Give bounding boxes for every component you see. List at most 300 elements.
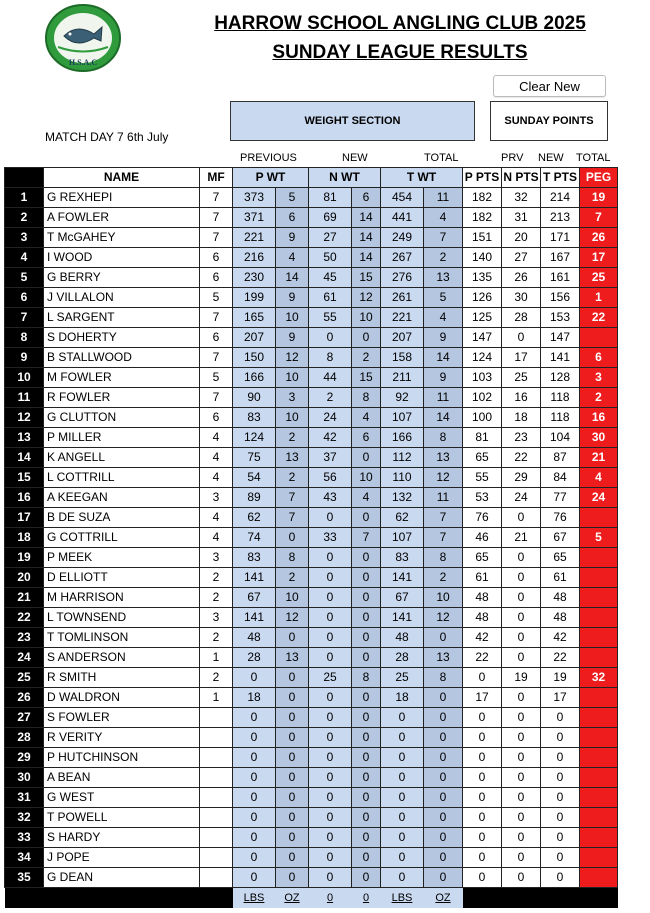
new-oz-cell: 6 xyxy=(352,428,381,448)
total-oz-cell: 13 xyxy=(424,268,463,288)
total-lbs-cell: 25 xyxy=(381,668,424,688)
new-oz-cell: 14 xyxy=(352,248,381,268)
table-row xyxy=(5,568,618,588)
position-cell: 10 xyxy=(5,368,44,388)
name-cell: R FOWLER xyxy=(44,388,200,408)
total-pts-cell: 42 xyxy=(541,628,580,648)
new-oz-cell: 0 xyxy=(352,548,381,568)
position-cell: 14 xyxy=(5,448,44,468)
new-lbs-cell: 0 xyxy=(309,768,352,788)
sunday-points-box xyxy=(490,101,608,141)
total-lbs-cell: 112 xyxy=(381,448,424,468)
name-cell: L SARGENT xyxy=(44,308,200,328)
new-lbs-cell: 0 xyxy=(309,748,352,768)
total-oz-cell: 13 xyxy=(424,648,463,668)
name-cell: G DEAN xyxy=(44,868,200,888)
name-cell: A KEEGAN xyxy=(44,488,200,508)
prev-oz-cell: 10 xyxy=(276,588,309,608)
footer-unit: OZ xyxy=(424,888,463,909)
table-row xyxy=(5,308,618,328)
new-oz-cell: 6 xyxy=(352,188,381,208)
new-pts-cell: 24 xyxy=(502,488,541,508)
new-pts-cell: 18 xyxy=(502,408,541,428)
name-cell: D ELLIOTT xyxy=(44,568,200,588)
name-cell: S HARDY xyxy=(44,828,200,848)
new-oz-cell: 0 xyxy=(352,748,381,768)
new-oz-cell: 15 xyxy=(352,268,381,288)
prev-lbs-cell: 74 xyxy=(233,528,276,548)
peg-cell: 1 xyxy=(580,288,618,308)
new-lbs-cell: 0 xyxy=(309,568,352,588)
prev-pts-cell: 0 xyxy=(463,668,502,688)
prev-pts-cell: 100 xyxy=(463,408,502,428)
mf-cell: 2 xyxy=(200,588,233,608)
total-pts-cell: 76 xyxy=(541,508,580,528)
prev-lbs-cell: 62 xyxy=(233,508,276,528)
total-pts-cell: 87 xyxy=(541,448,580,468)
total-oz-cell: 0 xyxy=(424,728,463,748)
peg-cell xyxy=(580,788,618,808)
group-label-new-pts: NEW xyxy=(538,152,564,164)
total-lbs-cell: 207 xyxy=(381,328,424,348)
total-lbs-cell: 0 xyxy=(381,768,424,788)
total-lbs-cell: 18 xyxy=(381,688,424,708)
total-lbs-cell: 0 xyxy=(381,748,424,768)
peg-cell xyxy=(580,508,618,528)
prev-oz-cell: 10 xyxy=(276,308,309,328)
prev-lbs-cell: 230 xyxy=(233,268,276,288)
name-cell: S FOWLER xyxy=(44,708,200,728)
prev-pts-cell: 103 xyxy=(463,368,502,388)
peg-cell xyxy=(580,748,618,768)
group-label-total: TOTAL xyxy=(424,152,459,164)
name-cell: G REXHEPI xyxy=(44,188,200,208)
footer-unit: OZ xyxy=(276,888,309,909)
new-pts-cell: 0 xyxy=(502,508,541,528)
peg-cell xyxy=(580,588,618,608)
mf-cell: 3 xyxy=(200,488,233,508)
prev-oz-cell: 14 xyxy=(276,268,309,288)
prev-lbs-cell: 0 xyxy=(233,708,276,728)
total-pts-cell: 0 xyxy=(541,828,580,848)
name-cell: I WOOD xyxy=(44,248,200,268)
match-day-label: MATCH DAY 7 6th July xyxy=(45,130,169,144)
new-pts-cell: 0 xyxy=(502,848,541,868)
total-oz-cell: 0 xyxy=(424,868,463,888)
mf-cell xyxy=(200,848,233,868)
mf-cell: 5 xyxy=(200,368,233,388)
name-cell: G WEST xyxy=(44,788,200,808)
total-oz-cell: 14 xyxy=(424,408,463,428)
peg-cell xyxy=(580,648,618,668)
prev-oz-cell: 0 xyxy=(276,868,309,888)
new-lbs-cell: 0 xyxy=(309,808,352,828)
table-row xyxy=(5,208,618,228)
total-oz-cell: 2 xyxy=(424,248,463,268)
total-lbs-cell: 249 xyxy=(381,228,424,248)
prev-oz-cell: 0 xyxy=(276,788,309,808)
total-lbs-cell: 107 xyxy=(381,408,424,428)
table-row xyxy=(5,488,618,508)
total-lbs-cell: 28 xyxy=(381,648,424,668)
new-oz-cell: 0 xyxy=(352,328,381,348)
new-oz-cell: 0 xyxy=(352,508,381,528)
total-pts-cell: 84 xyxy=(541,468,580,488)
new-pts-cell: 30 xyxy=(502,288,541,308)
total-pts-cell: 61 xyxy=(541,568,580,588)
table-row xyxy=(5,728,618,748)
total-pts-cell: 153 xyxy=(541,308,580,328)
prev-lbs-cell: 124 xyxy=(233,428,276,448)
table-row xyxy=(5,328,618,348)
mf-cell xyxy=(200,748,233,768)
prev-pts-cell: 0 xyxy=(463,868,502,888)
new-oz-cell: 0 xyxy=(352,568,381,588)
peg-cell: 4 xyxy=(580,468,618,488)
position-cell: 17 xyxy=(5,508,44,528)
table-row xyxy=(5,228,618,248)
mf-cell xyxy=(200,828,233,848)
position-cell: 33 xyxy=(5,828,44,848)
total-oz-cell: 5 xyxy=(424,288,463,308)
new-lbs-cell: 0 xyxy=(309,708,352,728)
new-lbs-cell: 25 xyxy=(309,668,352,688)
new-pts-cell: 0 xyxy=(502,788,541,808)
total-pts-cell: 0 xyxy=(541,728,580,748)
prev-pts-cell: 0 xyxy=(463,728,502,748)
position-cell: 7 xyxy=(5,308,44,328)
prev-lbs-cell: 199 xyxy=(233,288,276,308)
new-oz-cell: 0 xyxy=(352,788,381,808)
table-row xyxy=(5,748,618,768)
prev-pts-cell: 0 xyxy=(463,808,502,828)
prev-lbs-cell: 28 xyxy=(233,648,276,668)
total-oz-cell: 0 xyxy=(424,848,463,868)
new-oz-cell: 8 xyxy=(352,668,381,688)
total-pts-cell: 104 xyxy=(541,428,580,448)
mf-cell: 7 xyxy=(200,348,233,368)
weight-section-label: WEIGHT SECTION xyxy=(304,115,401,127)
prev-lbs-cell: 221 xyxy=(233,228,276,248)
mf-cell: 7 xyxy=(200,208,233,228)
name-cell: T POWELL xyxy=(44,808,200,828)
new-pts-cell: 0 xyxy=(502,328,541,348)
footer-unit: LBS xyxy=(381,888,424,909)
total-pts-cell: 67 xyxy=(541,528,580,548)
name-cell: R SMITH xyxy=(44,668,200,688)
total-lbs-cell: 267 xyxy=(381,248,424,268)
peg-cell xyxy=(580,568,618,588)
table-row xyxy=(5,588,618,608)
total-pts-cell: 17 xyxy=(541,688,580,708)
mf-cell: 1 xyxy=(200,648,233,668)
peg-cell: 21 xyxy=(580,448,618,468)
prev-pts-cell: 65 xyxy=(463,548,502,568)
total-lbs-cell: 221 xyxy=(381,308,424,328)
new-lbs-cell: 55 xyxy=(309,308,352,328)
peg-cell xyxy=(580,548,618,568)
position-cell: 6 xyxy=(5,288,44,308)
new-oz-cell: 0 xyxy=(352,648,381,668)
header-t-wt: T WT xyxy=(381,168,463,188)
prev-oz-cell: 0 xyxy=(276,688,309,708)
new-pts-cell: 16 xyxy=(502,388,541,408)
total-oz-cell: 13 xyxy=(424,448,463,468)
table-row xyxy=(5,188,618,208)
total-lbs-cell: 454 xyxy=(381,188,424,208)
club-logo xyxy=(44,3,122,73)
prev-lbs-cell: 83 xyxy=(233,408,276,428)
prev-pts-cell: 76 xyxy=(463,508,502,528)
total-pts-cell: 214 xyxy=(541,188,580,208)
mf-cell: 7 xyxy=(200,388,233,408)
total-pts-cell: 77 xyxy=(541,488,580,508)
peg-cell: 19 xyxy=(580,188,618,208)
mf-cell: 4 xyxy=(200,428,233,448)
position-cell: 22 xyxy=(5,608,44,628)
table-row xyxy=(5,508,618,528)
header-n-pts: N PTS xyxy=(502,168,541,188)
total-pts-cell: 118 xyxy=(541,408,580,428)
total-oz-cell: 4 xyxy=(424,208,463,228)
prev-oz-cell: 7 xyxy=(276,488,309,508)
mf-cell: 1 xyxy=(200,688,233,708)
table-row xyxy=(5,828,618,848)
prev-lbs-cell: 165 xyxy=(233,308,276,328)
name-cell: A FOWLER xyxy=(44,208,200,228)
mf-cell xyxy=(200,788,233,808)
total-lbs-cell: 158 xyxy=(381,348,424,368)
total-oz-cell: 2 xyxy=(424,568,463,588)
peg-cell: 7 xyxy=(580,208,618,228)
mf-cell: 3 xyxy=(200,608,233,628)
prev-lbs-cell: 0 xyxy=(233,868,276,888)
total-oz-cell: 0 xyxy=(424,828,463,848)
new-lbs-cell: 0 xyxy=(309,628,352,648)
total-lbs-cell: 62 xyxy=(381,508,424,528)
new-pts-cell: 0 xyxy=(502,768,541,788)
total-oz-cell: 0 xyxy=(424,688,463,708)
peg-cell xyxy=(580,728,618,748)
mf-cell: 4 xyxy=(200,468,233,488)
position-cell: 2 xyxy=(5,208,44,228)
new-lbs-cell: 33 xyxy=(309,528,352,548)
new-pts-cell: 0 xyxy=(502,808,541,828)
prev-oz-cell: 12 xyxy=(276,608,309,628)
new-lbs-cell: 8 xyxy=(309,348,352,368)
name-cell: M FOWLER xyxy=(44,368,200,388)
new-oz-cell: 0 xyxy=(352,628,381,648)
clear-new-button[interactable]: Clear New xyxy=(493,75,606,97)
total-lbs-cell: 0 xyxy=(381,728,424,748)
table-row xyxy=(5,528,618,548)
total-pts-cell: 213 xyxy=(541,208,580,228)
new-lbs-cell: 0 xyxy=(309,868,352,888)
total-pts-cell: 118 xyxy=(541,388,580,408)
table-row xyxy=(5,428,618,448)
footer-spacer xyxy=(580,888,618,909)
total-pts-cell: 141 xyxy=(541,348,580,368)
new-lbs-cell: 0 xyxy=(309,588,352,608)
total-pts-cell: 22 xyxy=(541,648,580,668)
peg-cell xyxy=(580,608,618,628)
prev-pts-cell: 0 xyxy=(463,828,502,848)
total-lbs-cell: 441 xyxy=(381,208,424,228)
total-lbs-cell: 0 xyxy=(381,808,424,828)
header-t-pts: T PTS xyxy=(541,168,580,188)
new-oz-cell: 0 xyxy=(352,868,381,888)
position-cell: 5 xyxy=(5,268,44,288)
prev-pts-cell: 48 xyxy=(463,608,502,628)
new-oz-cell: 4 xyxy=(352,408,381,428)
mf-cell: 7 xyxy=(200,228,233,248)
prev-oz-cell: 10 xyxy=(276,368,309,388)
new-oz-cell: 7 xyxy=(352,528,381,548)
peg-cell: 6 xyxy=(580,348,618,368)
prev-pts-cell: 124 xyxy=(463,348,502,368)
prev-pts-cell: 182 xyxy=(463,208,502,228)
mf-cell xyxy=(200,768,233,788)
prev-oz-cell: 0 xyxy=(276,768,309,788)
position-cell: 1 xyxy=(5,188,44,208)
new-lbs-cell: 0 xyxy=(309,688,352,708)
footer-unit: LBS xyxy=(233,888,276,909)
position-cell: 13 xyxy=(5,428,44,448)
new-oz-cell: 0 xyxy=(352,688,381,708)
new-lbs-cell: 56 xyxy=(309,468,352,488)
position-cell: 25 xyxy=(5,668,44,688)
prev-pts-cell: 126 xyxy=(463,288,502,308)
prev-oz-cell: 13 xyxy=(276,648,309,668)
total-lbs-cell: 107 xyxy=(381,528,424,548)
name-cell: R VERITY xyxy=(44,728,200,748)
table-row xyxy=(5,388,618,408)
total-oz-cell: 0 xyxy=(424,628,463,648)
new-lbs-cell: 0 xyxy=(309,828,352,848)
new-oz-cell: 10 xyxy=(352,468,381,488)
logo-text: H.S.A.C xyxy=(68,58,98,67)
total-pts-cell: 65 xyxy=(541,548,580,568)
prev-lbs-cell: 0 xyxy=(233,828,276,848)
footer-unit: 0 xyxy=(352,888,381,909)
total-lbs-cell: 48 xyxy=(381,628,424,648)
total-lbs-cell: 83 xyxy=(381,548,424,568)
new-lbs-cell: 45 xyxy=(309,268,352,288)
total-oz-cell: 12 xyxy=(424,468,463,488)
name-cell: K ANGELL xyxy=(44,448,200,468)
header-peg: PEG xyxy=(580,168,618,188)
total-pts-cell: 128 xyxy=(541,368,580,388)
total-oz-cell: 0 xyxy=(424,708,463,728)
position-cell: 32 xyxy=(5,808,44,828)
prev-oz-cell: 0 xyxy=(276,808,309,828)
new-lbs-cell: 0 xyxy=(309,608,352,628)
prev-oz-cell: 0 xyxy=(276,528,309,548)
mf-cell: 6 xyxy=(200,248,233,268)
total-pts-cell: 156 xyxy=(541,288,580,308)
new-oz-cell: 2 xyxy=(352,348,381,368)
new-lbs-cell: 50 xyxy=(309,248,352,268)
new-oz-cell: 0 xyxy=(352,608,381,628)
prev-oz-cell: 2 xyxy=(276,428,309,448)
name-cell: B DE SUZA xyxy=(44,508,200,528)
name-cell: L TOWNSEND xyxy=(44,608,200,628)
new-pts-cell: 0 xyxy=(502,828,541,848)
prev-oz-cell: 0 xyxy=(276,668,309,688)
total-lbs-cell: 0 xyxy=(381,868,424,888)
total-pts-cell: 0 xyxy=(541,768,580,788)
prev-lbs-cell: 0 xyxy=(233,788,276,808)
new-pts-cell: 22 xyxy=(502,448,541,468)
new-pts-cell: 23 xyxy=(502,428,541,448)
name-cell: G CLUTTON xyxy=(44,408,200,428)
prev-oz-cell: 2 xyxy=(276,568,309,588)
table-row xyxy=(5,788,618,808)
total-pts-cell: 0 xyxy=(541,848,580,868)
position-cell: 12 xyxy=(5,408,44,428)
total-oz-cell: 7 xyxy=(424,528,463,548)
prev-lbs-cell: 83 xyxy=(233,548,276,568)
position-cell: 24 xyxy=(5,648,44,668)
new-pts-cell: 0 xyxy=(502,728,541,748)
position-cell: 16 xyxy=(5,488,44,508)
peg-cell xyxy=(580,848,618,868)
prev-lbs-cell: 373 xyxy=(233,188,276,208)
peg-cell: 32 xyxy=(580,668,618,688)
table-row xyxy=(5,648,618,668)
prev-lbs-cell: 18 xyxy=(233,688,276,708)
table-row xyxy=(5,608,618,628)
total-pts-cell: 0 xyxy=(541,868,580,888)
prev-pts-cell: 46 xyxy=(463,528,502,548)
position-cell: 23 xyxy=(5,628,44,648)
name-cell: M HARRISON xyxy=(44,588,200,608)
new-pts-cell: 0 xyxy=(502,548,541,568)
mf-cell: 2 xyxy=(200,668,233,688)
table-row xyxy=(5,348,618,368)
header-n-wt: N WT xyxy=(309,168,381,188)
new-lbs-cell: 0 xyxy=(309,508,352,528)
prev-lbs-cell: 0 xyxy=(233,768,276,788)
new-oz-cell: 8 xyxy=(352,388,381,408)
peg-cell xyxy=(580,708,618,728)
prev-pts-cell: 65 xyxy=(463,448,502,468)
new-oz-cell: 0 xyxy=(352,588,381,608)
prev-lbs-cell: 0 xyxy=(233,728,276,748)
page-subtitle: SUNDAY LEAGUE RESULTS xyxy=(272,42,528,63)
prev-lbs-cell: 0 xyxy=(233,748,276,768)
total-lbs-cell: 0 xyxy=(381,848,424,868)
table-row xyxy=(5,368,618,388)
prev-lbs-cell: 371 xyxy=(233,208,276,228)
peg-cell: 22 xyxy=(580,308,618,328)
position-cell: 11 xyxy=(5,388,44,408)
name-cell: A BEAN xyxy=(44,768,200,788)
prev-pts-cell: 17 xyxy=(463,688,502,708)
new-pts-cell: 26 xyxy=(502,268,541,288)
units-footer-row xyxy=(5,888,618,909)
mf-cell: 5 xyxy=(200,288,233,308)
position-cell: 19 xyxy=(5,548,44,568)
weight-section-box xyxy=(230,101,475,141)
new-lbs-cell: 61 xyxy=(309,288,352,308)
footer-spacer xyxy=(5,888,44,909)
position-cell: 18 xyxy=(5,528,44,548)
new-pts-cell: 0 xyxy=(502,868,541,888)
total-oz-cell: 9 xyxy=(424,368,463,388)
prev-oz-cell: 0 xyxy=(276,708,309,728)
new-pts-cell: 19 xyxy=(502,668,541,688)
